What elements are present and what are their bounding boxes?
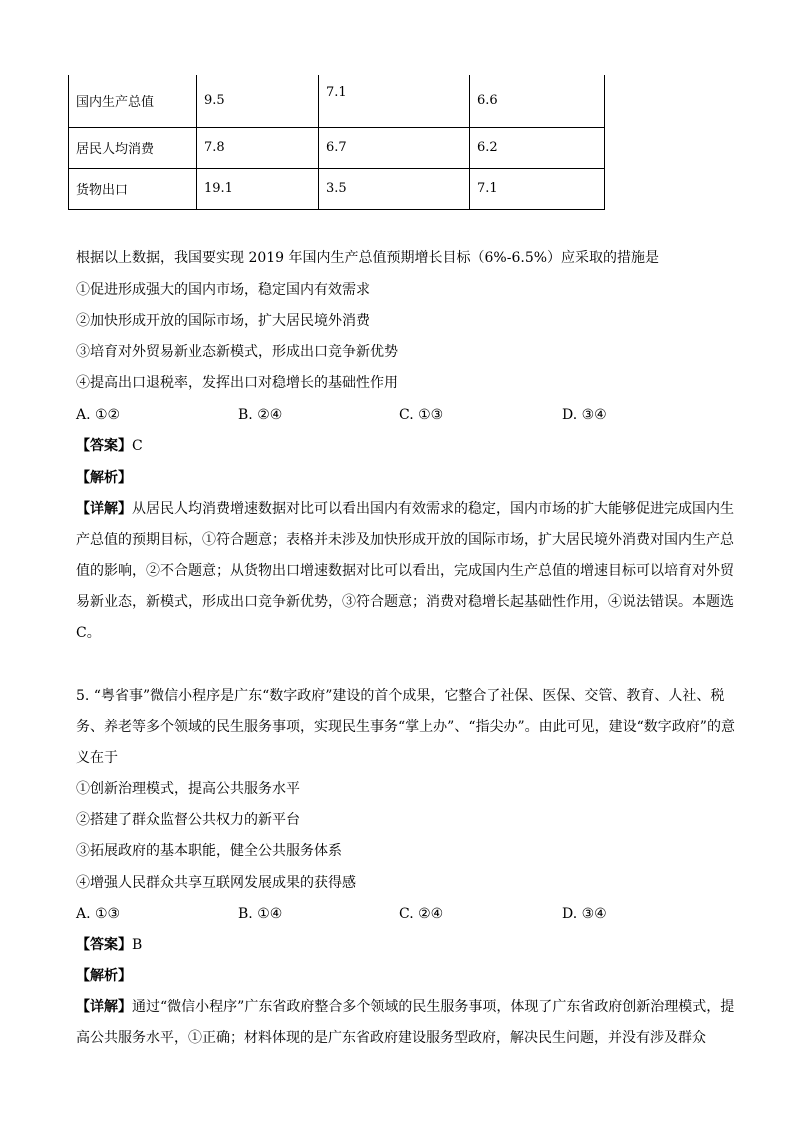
table-cell: 7.1 <box>470 168 605 209</box>
question-stem: 5. “粤省事”微信小程序是广东“数字政府”建设的首个成果，它整合了社保、医保、交管、教育、人社、税务、养老等多个领域的民生服务事项，实现民生事务“掌上办”、“指尖办”。由此可见，建设“数字政府”的意义在于 <box>76 688 735 766</box>
detail-label: 【详解】 <box>76 999 132 1015</box>
table-cell <box>319 75 470 127</box>
detail-text: 从居民人均消费增速数据对比可以看出国内有效需求的稳定，国内市场的扩大能够促进完成国内生产总值的预期目标，①符合题意；表格并未涉及加快形成开放的国际市场，扩大居民境外消费对国内生产总值的影响，②不合题意；从货物出口增速数据对比可以看出，完成国内生产总值的增速目标可以培育对外贸易新业态，新模式，形成出口竞争新优势，③符合题意；消费对稳增长起基础性作用，④说法错误。本题选C。 <box>76 501 734 641</box>
table-cell-label: 货物出口 <box>69 168 197 209</box>
answer-label: 【答案】 <box>76 937 132 953</box>
detail-label: 【详解】 <box>76 501 132 517</box>
option-c: C. ②④ <box>399 906 444 922</box>
detail-paragraph <box>76 494 740 649</box>
table-cell: 19.1 <box>197 168 319 209</box>
choice-item: ③培育对外贸易新业态新模式，形成出口竞争新优势 <box>76 344 398 360</box>
detail-text: 通过“微信小程序”广东省政府整合多个领域的民生服务事项，体现了广东省政府创新治理模式，提高公共服务水平，①正确；材料体现的是广东省政府建设服务型政府，解决民生问题，并没有涉及群众 <box>76 999 735 1046</box>
table-cell: 6.2 <box>470 127 605 168</box>
option-a: A. ①③ <box>76 906 121 922</box>
table-cell-label: 居民人均消费 <box>69 127 197 168</box>
table-cell: 6.7 <box>319 127 470 168</box>
table-cell: 3.5 <box>319 168 470 209</box>
table-cell: 9.5 <box>197 75 319 127</box>
option-d: D. ③④ <box>562 407 607 423</box>
option-b: B. ①④ <box>238 906 283 922</box>
option-b: B. ②④ <box>238 407 283 423</box>
answer-line <box>76 935 142 955</box>
choice-item: ①创新治理模式，提高公共服务水平 <box>76 781 300 797</box>
choice-item: ②搭建了群众监督公共权力的新平台 <box>76 812 300 828</box>
table-row <box>69 127 605 168</box>
data-table <box>68 75 605 210</box>
option-d: D. ③④ <box>562 906 607 922</box>
answer-line <box>76 436 143 456</box>
option-c: C. ①③ <box>399 407 444 423</box>
answer-label: 【答案】 <box>76 438 132 454</box>
choice-item: ③拓展政府的基本职能，健全公共服务体系 <box>76 843 342 859</box>
analysis-label: 【解析】 <box>76 968 132 984</box>
choice-item: ④提高出口退税率，发挥出口对稳增长的基础性作用 <box>76 375 398 391</box>
table-cell: 6.6 <box>470 75 605 127</box>
option-a: A. ①② <box>76 407 121 423</box>
answer-value: C <box>132 438 143 454</box>
choice-item: ①促进形成强大的国内市场，稳定国内有效需求 <box>76 282 370 298</box>
table-cell: 7.8 <box>197 127 319 168</box>
table-cell-value: 7.1 <box>326 85 347 101</box>
question-stem: 根据以上数据，我国要实现 2019 年国内生产总值预期增长目标（6%-6.5%）应采取的措施是 <box>76 250 660 266</box>
analysis-label: 【解析】 <box>76 470 132 486</box>
table-row <box>69 168 605 209</box>
answer-value: B <box>132 937 143 953</box>
choice-item: ④增强人民群众共享互联网发展成果的获得感 <box>76 875 356 891</box>
choice-item: ②加快形成开放的国际市场，扩大居民境外消费 <box>76 313 370 329</box>
table-row <box>69 75 605 127</box>
table-cell-label: 国内生产总值 <box>69 75 197 127</box>
detail-paragraph <box>76 992 740 1054</box>
